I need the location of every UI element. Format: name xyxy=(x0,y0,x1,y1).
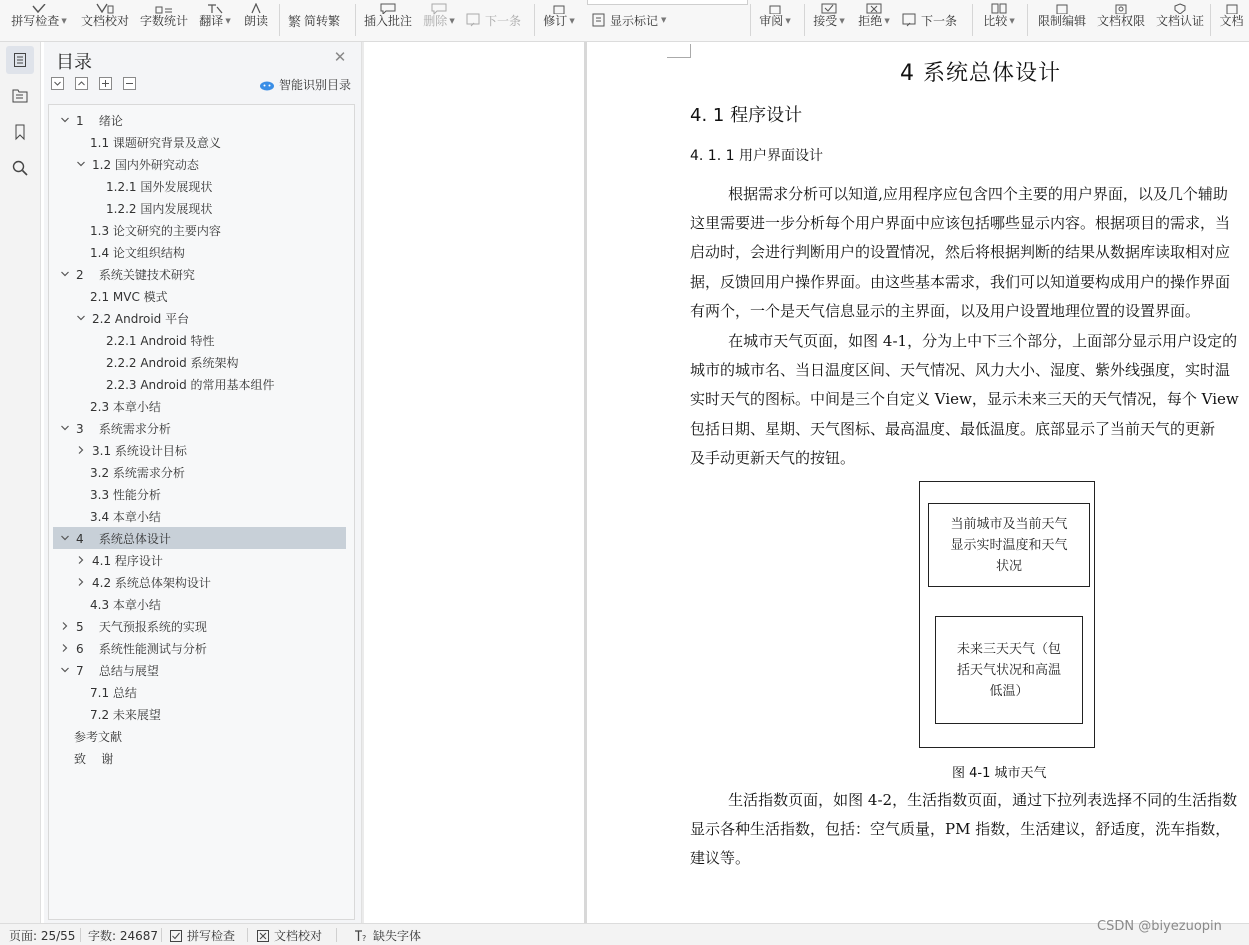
translate-button[interactable] xyxy=(196,0,234,42)
doc-permission-icon xyxy=(1110,0,1132,14)
paragraph-line[interactable]: 根据需求分析可以知道,应用程序应包含四个主要的用户界面，以及几个辅助 xyxy=(690,185,1228,203)
paragraph-line[interactable]: 有两个，一个是天气信息显示的主界面，以及用户设置地理位置的设置界面。 xyxy=(690,301,1201,320)
chevron-right-icon[interactable] xyxy=(58,641,72,655)
toc-item-label: 参考文献 xyxy=(74,729,123,744)
toc-item-label: 1.2.2 国内发展现状 xyxy=(106,201,213,216)
next-change-label: 下一条 xyxy=(921,13,958,28)
missing-font-button[interactable] xyxy=(353,927,421,944)
toc-item-label: 2.2.3 Android 的常用基本组件 xyxy=(106,377,275,392)
chevron-down-icon[interactable] xyxy=(58,267,72,281)
toc-item[interactable] xyxy=(58,417,171,439)
status-doc-proof-label: 文档校对 xyxy=(274,929,323,943)
page-gutter-canvas xyxy=(364,42,584,923)
toc-item[interactable] xyxy=(106,197,212,219)
toc-item-label: 1.3 论文研究的主要内容 xyxy=(90,223,221,238)
review-label: 审阅 xyxy=(759,14,784,28)
toc-item[interactable] xyxy=(74,725,122,747)
chevron-right-icon[interactable] xyxy=(74,553,88,567)
toolbar-divider xyxy=(750,4,751,36)
search-icon xyxy=(11,159,29,177)
toc-item[interactable] xyxy=(90,131,221,153)
expand-up-icon[interactable] xyxy=(75,77,88,90)
word-count-indicator[interactable]: 字数: 24687 xyxy=(88,929,159,943)
chapter-nav-button[interactable] xyxy=(6,82,34,110)
toc-item[interactable] xyxy=(90,461,185,483)
chevron-down-icon[interactable] xyxy=(58,421,72,435)
compare-icon xyxy=(988,0,1010,14)
accept-button[interactable] xyxy=(810,0,848,42)
toc-icon xyxy=(12,52,28,68)
remove-toc-item-icon[interactable] xyxy=(123,77,136,90)
restrict-edit-icon xyxy=(1051,0,1073,14)
toolbar-divider xyxy=(279,4,280,36)
paragraph-line[interactable]: 生活指数页面，如图 4-2，生活指数页面，通过下拉列表选择不同的生活指数 xyxy=(690,791,1238,809)
chevron-down-icon: ▼ xyxy=(884,17,890,25)
chevron-down-icon[interactable] xyxy=(58,113,72,127)
add-toc-item-icon[interactable] xyxy=(99,77,112,90)
revise-button[interactable] xyxy=(541,0,577,42)
missing-font-label: 缺失字体 xyxy=(373,929,422,943)
figure-text: 显示实时温度和天气 xyxy=(950,537,1068,553)
delete-label: 删除 xyxy=(423,14,448,28)
comment-icon xyxy=(377,0,399,14)
toc-item[interactable] xyxy=(90,483,161,505)
show-marks-button[interactable] xyxy=(591,10,666,30)
simp-trad-icon: 繁 xyxy=(288,14,302,30)
section-title[interactable]: 4. 1 程序设计 xyxy=(690,105,803,126)
toc-item[interactable] xyxy=(106,351,239,373)
folder-tree-icon xyxy=(11,87,29,105)
review-button[interactable] xyxy=(757,0,793,42)
chevron-down-icon[interactable] xyxy=(74,157,88,171)
status-divider xyxy=(80,928,81,942)
toc-item[interactable] xyxy=(53,527,346,549)
delete-comment-icon xyxy=(428,0,450,14)
checkbox-check-icon xyxy=(169,929,183,943)
toc-item-label: 3.1 系统设计目标 xyxy=(92,443,187,458)
revise-label: 修订 xyxy=(543,14,568,28)
cloud-ai-icon xyxy=(259,79,275,91)
paragraph-line[interactable]: 城市的城市名、当日温度区间、天气情况、风力大小、湿度、紫外线强度，实时温 xyxy=(690,361,1231,380)
chevron-down-icon[interactable] xyxy=(58,531,72,545)
toc-item-label: 3 系统需求分析 xyxy=(76,421,171,436)
bookmark-nav-button[interactable] xyxy=(6,118,34,146)
doc-permission-button[interactable] xyxy=(1094,0,1148,42)
chevron-down-icon: ▼ xyxy=(449,17,455,25)
reject-button[interactable] xyxy=(855,0,893,42)
doc-proof-icon xyxy=(94,0,116,14)
subsection-title[interactable]: 4. 1. 1 用户界面设计 xyxy=(690,148,823,164)
smart-toc-label: 智能识别目录 xyxy=(279,78,352,92)
toc-item-label: 3.2 系统需求分析 xyxy=(90,465,185,480)
next-comment-button[interactable] xyxy=(466,10,521,30)
toc-item[interactable] xyxy=(90,285,168,307)
toc-item[interactable] xyxy=(74,549,163,571)
toc-item[interactable] xyxy=(90,505,161,527)
doc-more-button[interactable] xyxy=(1214,0,1249,42)
toolbar-divider xyxy=(355,4,356,36)
toc-item-label: 2.2.1 Android 特性 xyxy=(106,333,215,348)
translate-label: 翻译 xyxy=(199,14,224,28)
toc-item[interactable] xyxy=(106,175,212,197)
chevron-down-icon: ▼ xyxy=(61,17,67,25)
next-change-icon xyxy=(902,13,918,27)
spell-check-icon xyxy=(28,0,50,14)
doc-proof-label: 文档校对 xyxy=(80,14,129,28)
simp-trad-label: 简转繁 xyxy=(304,13,341,28)
chevron-right-icon[interactable] xyxy=(58,619,72,633)
figure-text: 状况 xyxy=(995,558,1022,574)
chevron-down-icon[interactable] xyxy=(58,663,72,677)
status-doc-proof-button[interactable] xyxy=(256,927,322,944)
checkbox-x-icon xyxy=(256,929,270,943)
figure-caption: 图 4-1 城市天气 xyxy=(952,766,1047,781)
word-count-icon xyxy=(153,0,175,14)
doc-cert-icon xyxy=(1169,0,1191,14)
toc-nav-button[interactable] xyxy=(6,46,34,74)
toolbar-divider xyxy=(804,4,805,36)
toc-item-label: 1.2 国内外研究动态 xyxy=(92,157,199,172)
toc-item-label: 4.1 程序设计 xyxy=(92,553,163,568)
doc-permission-label: 文档权限 xyxy=(1096,14,1145,28)
next-comment-icon xyxy=(466,13,482,27)
chevron-down-icon: ▼ xyxy=(225,17,231,25)
toc-item-label: 3.3 性能分析 xyxy=(90,487,161,502)
figure-box-forecast xyxy=(935,616,1083,724)
toc-item[interactable] xyxy=(74,439,187,461)
toc-item-label: 4.3 本章小结 xyxy=(90,597,161,612)
compare-label: 比较 xyxy=(983,14,1008,28)
status-divider xyxy=(161,928,162,942)
paragraph-line[interactable]: 包括日期、星期、天气图标、最高温度、最低温度。底部显示了当前天气的更新 xyxy=(690,419,1216,438)
toc-title: 目录 xyxy=(56,52,92,73)
doc-proof-button[interactable] xyxy=(78,0,132,42)
toolbar-divider xyxy=(534,4,535,36)
toc-item-label: 2.2.2 Android 系统架构 xyxy=(106,355,239,370)
next-change-button[interactable] xyxy=(902,10,957,30)
close-icon[interactable]: ✕ xyxy=(333,48,347,66)
chapter-title[interactable]: 4 系统总体设计 xyxy=(900,61,1061,86)
toc-item[interactable] xyxy=(90,681,137,703)
doc-more-label: 文档 xyxy=(1219,14,1244,28)
chevron-down-icon: ▼ xyxy=(1009,17,1015,25)
read-aloud-label: 朗读 xyxy=(243,14,268,28)
toc-item[interactable] xyxy=(58,659,159,681)
insert-comment-button[interactable] xyxy=(362,0,414,42)
status-spell-check-button[interactable] xyxy=(169,927,235,944)
paragraph-line[interactable]: 在城市天气页面，如图 4-1，分为上中下三个部分，上面部分显示用户设定的 xyxy=(690,332,1238,350)
toc-item-label: 4.2 系统总体架构设计 xyxy=(92,575,211,590)
toc-item-label: 1.4 论文组织结构 xyxy=(90,245,185,260)
revise-icon xyxy=(548,0,570,14)
toc-item[interactable] xyxy=(90,241,185,263)
toc-item[interactable] xyxy=(90,219,221,241)
toc-item-label: 2 系统关键技术研究 xyxy=(76,267,195,282)
word-count-label: 字数统计 xyxy=(139,14,188,28)
svg-text:?: ? xyxy=(362,933,367,943)
paragraph-line[interactable]: 及手动更新天气的按钮。 xyxy=(690,448,856,467)
toc-item-label: 7 总结与展望 xyxy=(76,663,159,678)
search-nav-button[interactable] xyxy=(6,154,34,182)
status-bar xyxy=(0,923,1249,945)
toc-item[interactable] xyxy=(90,395,161,417)
toolbar-dropdown-edge xyxy=(587,0,748,5)
paragraph-line[interactable]: 显示各种生活指数，包括：空气质量，PM 指数，生活建议，舒适度，洗车指数， xyxy=(690,820,1231,839)
paragraph-line[interactable]: 建议等。 xyxy=(690,849,751,868)
reject-label: 拒绝 xyxy=(858,14,883,28)
watermark: CSDN @biyezuopin xyxy=(1097,919,1222,934)
doc-more-icon xyxy=(1221,0,1243,14)
chevron-right-icon[interactable] xyxy=(74,443,88,457)
translate-icon xyxy=(204,0,226,14)
figure-text: 低温） xyxy=(989,683,1029,699)
toolbar-divider xyxy=(972,4,973,36)
paragraph-line[interactable]: 实时天气的图标。中间是三个自定义 View，显示未来三天的天气情况，每个 View xyxy=(690,390,1239,409)
spell-check-label: 拼写检查 xyxy=(11,14,60,28)
toc-item[interactable] xyxy=(58,109,123,131)
toc-item[interactable] xyxy=(90,593,161,615)
toc-item-label: 2.3 本章小结 xyxy=(90,399,161,414)
status-divider xyxy=(336,928,337,942)
navigation-rail xyxy=(0,42,41,923)
toc-item-label: 5 天气预报系统的实现 xyxy=(76,619,207,634)
toc-item[interactable] xyxy=(106,329,215,351)
chevron-down-icon: ▼ xyxy=(661,16,667,24)
toc-item-label: 6 系统性能测试与分析 xyxy=(76,641,207,656)
toc-item-label: 3.4 本章小结 xyxy=(90,509,161,524)
restrict-edit-label: 限制编辑 xyxy=(1037,14,1086,28)
smart-toc-button[interactable] xyxy=(259,76,351,93)
toc-item-label: 1 绪论 xyxy=(76,113,123,128)
reject-icon xyxy=(863,0,885,14)
toc-item[interactable] xyxy=(58,615,207,637)
show-marks-icon xyxy=(591,13,607,27)
toc-item-label: 7.1 总结 xyxy=(90,685,137,700)
status-divider xyxy=(247,928,248,942)
toc-item[interactable] xyxy=(74,747,113,769)
word-count-button[interactable] xyxy=(138,0,190,42)
figure-box-current-weather xyxy=(928,503,1090,587)
ribbon-toolbar xyxy=(0,0,1249,42)
toolbar-divider xyxy=(1027,4,1028,36)
restrict-edit-button[interactable] xyxy=(1035,0,1089,42)
page-indicator[interactable]: 页面: 25/55 xyxy=(9,929,76,943)
toc-item-label: 1.1 课题研究背景及意义 xyxy=(90,135,221,150)
read-aloud-icon xyxy=(245,0,267,14)
next-comment-label: 下一条 xyxy=(485,13,522,28)
toc-item-label: 2.1 MVC 模式 xyxy=(90,289,168,304)
figure-text: 未来三天天气（包 xyxy=(956,641,1061,657)
paragraph-line[interactable]: 启动时，会进行判断用户的设置情况，然后将根据判断的结果从数据库读取相对应 xyxy=(690,243,1231,262)
simp-trad-button[interactable] xyxy=(288,10,340,30)
toc-item-label: 2.2 Android 平台 xyxy=(92,311,190,326)
read-aloud-button[interactable] xyxy=(240,0,272,42)
insert-comment-label: 插入批注 xyxy=(363,14,412,28)
figure-text: 当前城市及当前天气 xyxy=(950,516,1068,532)
toc-item[interactable] xyxy=(74,571,211,593)
chevron-right-icon[interactable] xyxy=(74,575,88,589)
bookmark-icon xyxy=(12,123,28,141)
compare-button[interactable] xyxy=(980,0,1018,42)
figure-text: 括天气状况和高温 xyxy=(956,662,1061,678)
chevron-down-icon: ▼ xyxy=(785,17,791,25)
missing-font-icon xyxy=(353,929,369,943)
toc-item[interactable] xyxy=(74,153,199,175)
toc-item-label: 7.2 未来展望 xyxy=(90,707,161,722)
review-icon xyxy=(764,0,786,14)
chevron-down-icon: ▼ xyxy=(569,17,575,25)
toc-item[interactable] xyxy=(90,703,161,725)
chevron-down-icon: ▼ xyxy=(839,17,845,25)
toc-item[interactable] xyxy=(58,637,207,659)
toc-item[interactable] xyxy=(106,373,275,395)
paragraph-line[interactable]: 据，反馈回用户操作界面。由这些基本需求，我们可以知道要构成用户的操作界面 xyxy=(690,272,1231,291)
accept-icon xyxy=(818,0,840,14)
toc-item[interactable] xyxy=(74,307,189,329)
paragraph-line[interactable]: 这里需要进一步分析每个用户界面中应该包括哪些显示内容。根据项目的需求，当 xyxy=(690,214,1231,233)
spell-check-button[interactable] xyxy=(8,0,70,42)
chevron-down-icon[interactable] xyxy=(74,311,88,325)
show-marks-label: 显示标记 xyxy=(610,13,659,28)
toolbar-divider xyxy=(1210,4,1211,36)
page-corner-mark xyxy=(667,44,691,58)
toc-item[interactable] xyxy=(58,263,195,285)
collapse-all-icon[interactable] xyxy=(51,77,64,90)
doc-cert-label: 文档认证 xyxy=(1155,14,1204,28)
toc-item-label: 1.2.1 国外发展现状 xyxy=(106,179,213,194)
doc-cert-button[interactable] xyxy=(1153,0,1207,42)
accept-label: 接受 xyxy=(813,14,838,28)
toc-item-label: 致 谢 xyxy=(74,751,114,766)
toc-item-label: 4 系统总体设计 xyxy=(76,531,171,546)
status-spell-check-label: 拼写检查 xyxy=(187,929,236,943)
delete-comment-button[interactable] xyxy=(420,0,458,42)
